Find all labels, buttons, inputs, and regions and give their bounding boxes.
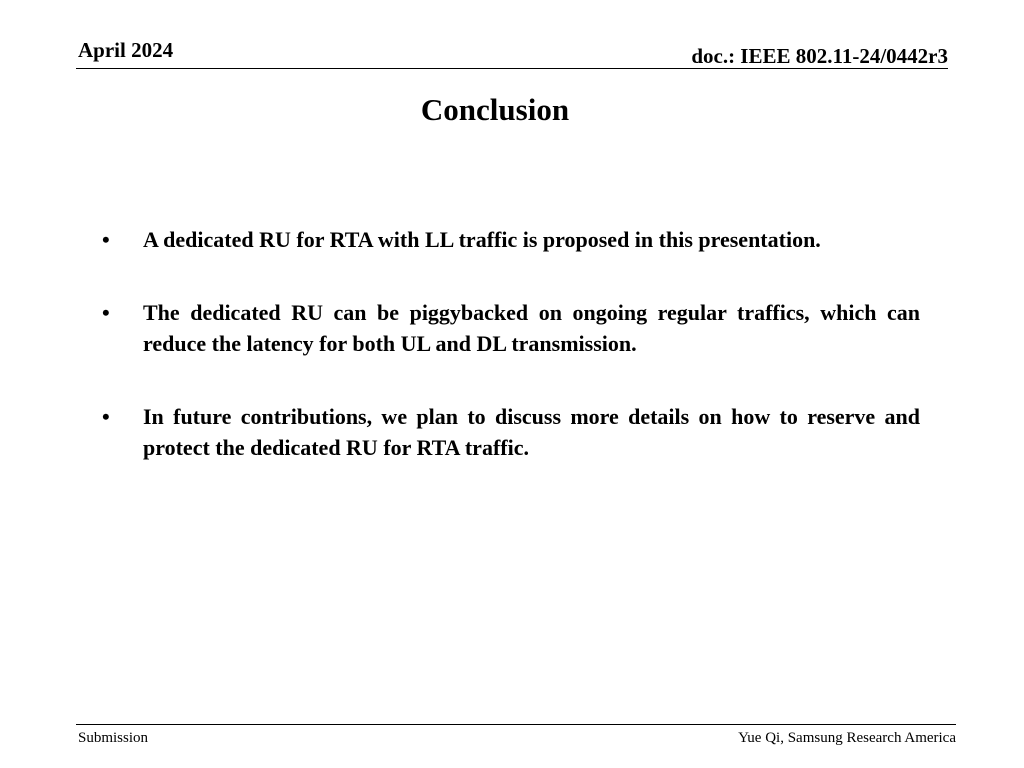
header-date: April 2024 xyxy=(78,38,174,62)
footer-submission: Submission xyxy=(78,730,149,746)
footer-author: Yue Qi, Samsung Research America xyxy=(738,730,956,746)
bullet-item xyxy=(102,401,920,463)
header-doc-id: doc.: IEEE 802.11-24/0442r3 xyxy=(691,44,948,68)
bullet-text: In future contributions, we plan to discuss more details on how to reserve and protect the dedicated RU for RTA traffic. xyxy=(143,404,920,460)
bullet-marker: • xyxy=(102,227,110,252)
header-divider xyxy=(76,68,948,69)
bullet-item xyxy=(102,224,920,255)
footer-divider xyxy=(76,724,956,725)
bullet-text: A dedicated RU for RTA with LL traffic is proposed in this presentation. xyxy=(143,227,821,252)
bullet-item xyxy=(102,297,920,359)
bullet-text: The dedicated RU can be piggybacked on ongoing regular traffics, which can reduce the latency for both UL and DL transmission. xyxy=(143,300,920,356)
bullet-marker: • xyxy=(102,300,110,325)
bullet-marker: • xyxy=(102,404,110,429)
slide-title: Conclusion xyxy=(420,92,570,127)
bullet-list xyxy=(102,224,920,505)
